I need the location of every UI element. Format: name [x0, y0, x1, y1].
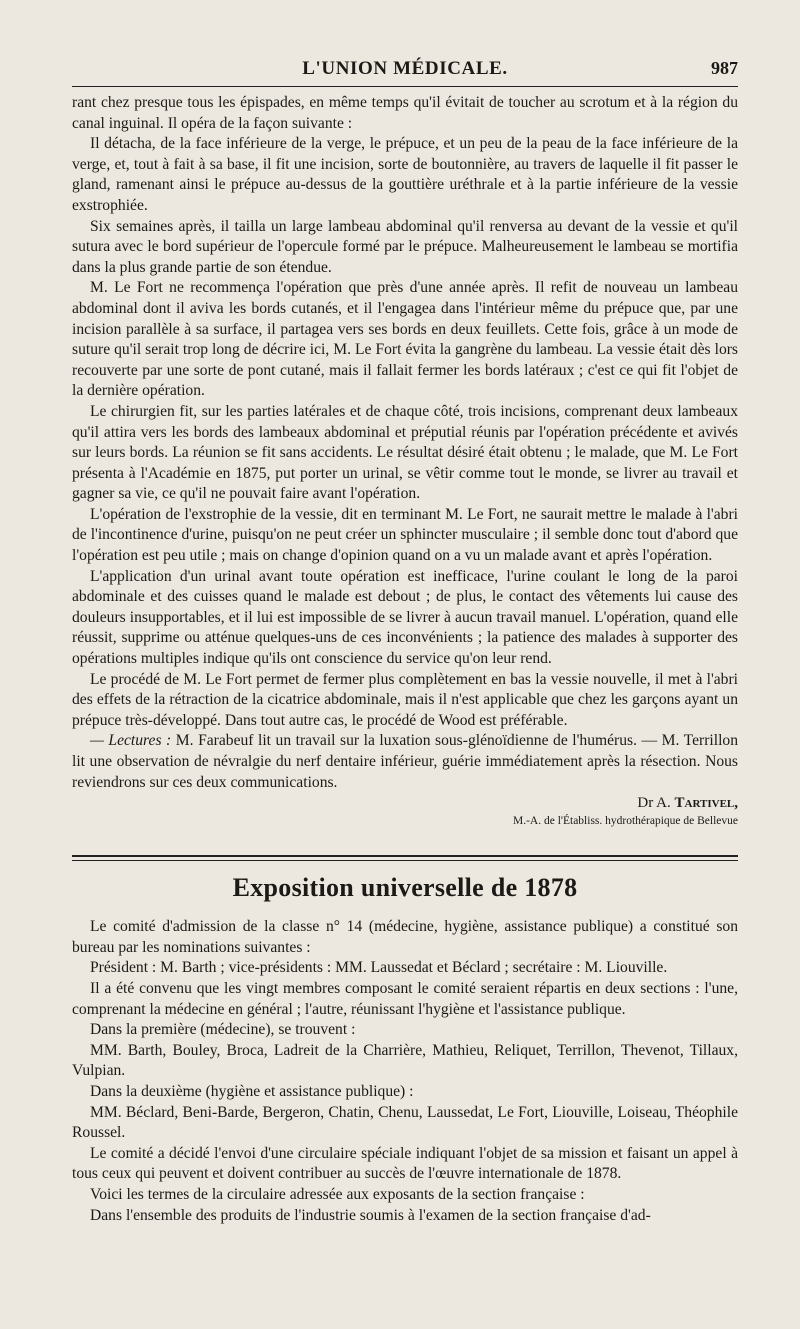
- article-paragraph: L'opération de l'exstrophie de la vessie, dit en terminant M. Le Fort, ne saurait mettre le malade à l'abri de l'incontinence d'urine, puisqu'on ne peut créer un sphincter musculaire ; il semble donc tout d'abord que l'opération est peu utile ; mais on change d'opinion quand on a vu un malade avant et après l'opération.: [72, 505, 738, 565]
- author-affiliation: M.-A. de l'Établiss. hydrothérapique de Bellevue: [513, 815, 738, 828]
- page-header: [72, 52, 738, 86]
- page-number: 987: [711, 58, 738, 78]
- signature-name: Tartivel,: [674, 795, 738, 812]
- exposition-paragraph: Dans la première (médecine), se trouvent :: [90, 1021, 356, 1039]
- section-title: Exposition universelle de 1878: [232, 873, 578, 903]
- exposition-paragraph: Voici les termes de la circulaire adressée aux exposants de la section française :: [90, 1185, 585, 1203]
- exposition-paragraph: MM. Béclard, Beni-Barde, Bergeron, Chatin, Chenu, Laussedat, Le Fort, Liouville, Loiseau, Théophile Roussel.: [72, 1103, 738, 1142]
- lectures-paragraph: [72, 731, 738, 793]
- lectures-text: M. Farabeuf lit un travail sur la luxation sous-glénoïdienne de l'humérus. — M. Terrillon lit une observation de névralgie du nerf dentaire inférieur, guérie immédiatement après la résection. Nous reviendrons sur ces deux communications.: [72, 732, 739, 791]
- lectures-label: — Lectures :: [90, 732, 172, 750]
- exposition-paragraph: Le comité a décidé l'envoi d'une circulaire spéciale indiquant l'objet de sa mission et faisant un appel à tous ceux qui peuvent et doivent contribuer au succès de l'œuvre internationale de 1878.: [72, 1144, 738, 1183]
- exposition-paragraph: Dans l'ensemble des produits de l'industrie soumis à l'examen de la section française d'ad-: [90, 1206, 651, 1224]
- article-paragraph: M. Le Fort ne recommença l'opération que près d'une année après. Il refit de nouveau un lambeau abdominal dont il aviva les bords cutanés, et il l'engagea dans l'intérieur même du prépuce que, par une incision parallèle à sa surface, il partagea vers ses bords en deux feuillets. Cette fois, grâce à un mode de suture qu'il serait trop long de décrire ici, M. Le Fort évita la gangrène du lambeau. La vessie était dès lors recouverte par une sorte de pont cutané, mais il fallait fermer les bords latéraux ; c'est ce qui fit l'objet de la dernière opération.: [72, 279, 738, 400]
- header-rule: [72, 86, 738, 87]
- author-signature: [72, 793, 738, 813]
- article-paragraph: Le procédé de M. Le Fort permet de fermer plus complètement en bas la vessie nouvelle, il met à l'abri des effets de la rétraction de la cicatrice abdominale, mais il n'est applicable que chez les garçons ayant un prépuce très-développé. Dans tout autre cas, le procédé de Wood est préférable.: [72, 670, 738, 729]
- exposition-paragraph: MM. Barth, Bouley, Broca, Ladreit de la Charrière, Mathieu, Reliquet, Terrillon, Thevenot, Tillaux, Vulpian.: [72, 1041, 738, 1080]
- exposition-paragraph: Il a été convenu que les vingt membres composant le comité seraient répartis en deux sections : l'une, comprenant la médecine en général ; l'autre, réunissant l'hygiène et l'assistance publique.: [72, 979, 738, 1018]
- exposition-paragraph: Président : M. Barth ; vice-présidents : MM. Laussedat et Béclard ; secrétaire : M. Liouville.: [90, 959, 668, 977]
- section-divider: [72, 855, 738, 861]
- article-body: [72, 93, 738, 829]
- exposition-paragraph: Le comité d'admission de la classe n° 14 (médecine, hygiène, assistance publique) a constitué son bureau par les nominations suivantes :: [72, 918, 738, 956]
- running-title: L'UNION MÉDICALE.: [302, 58, 508, 79]
- article-paragraph: Il détacha, de la face inférieure de la verge, le prépuce, et un peu de la peau de la face inférieure de la verge, et, tout à fait à sa base, il fit une incision, sorte de boutonnière, au travers de laquelle il fit passer le gland, ramenant ainsi le prépuce au-dessus de la gouttière uréthrale et à la partie inférieure de la vessie exstrophiée.: [72, 135, 738, 214]
- article-paragraph: Le chirurgien fit, sur les parties latérales et de chaque côté, trois incisions, comprenant deux lambeaux qu'il attira vers les bords des lambeaux abdominal et préputial réunis par l'opération précédente et avivés sur leurs bords. La réunion se fit sans accidents. Le résultat désiré était obtenu ; le malade, que M. Le Fort présenta à l'Académie en 1875, put porter un urinal, se vêtir comme tout le monde, se livrer au travail et gagner sa vie, ce qu'il ne pouvait faire avant l'opération.: [72, 402, 738, 503]
- article-paragraph: L'application d'un urinal avant toute opération est inefficace, l'urine coulant le long de la paroi abdominale et des cuisses quand le malade est debout ; de plus, le contact des vêtements lui cause des douleurs insupportables, et il lui est impossible de se livrer à aucun travail manuel. L'opération, quand elle réussit, supprime ou atténue quelques-uns de ces inconvénients ; la patience des malades à supporter des opérations multiples indique qu'ils ont conscience du service qu'on leur rend.: [72, 567, 738, 668]
- article-paragraph: Six semaines après, il tailla un large lambeau abdominal qu'il renversa au devant de la vessie et qu'il sutura avec le bord supérieur de l'opercule formé par le prépuce. Malheureusement le lambeau se mortifia dans la plus grande partie de son étendue.: [72, 217, 738, 276]
- article-paragraph: rant chez presque tous les épispades, en même temps qu'il évitait de toucher au scrotum et à la région du canal inguinal. Il opéra de la façon suivante :: [72, 94, 738, 132]
- exposition-body: [72, 917, 738, 1226]
- exposition-paragraph: Dans la deuxième (hygiène et assistance publique) :: [90, 1082, 414, 1100]
- signature-prefix: Dr A.: [637, 795, 675, 812]
